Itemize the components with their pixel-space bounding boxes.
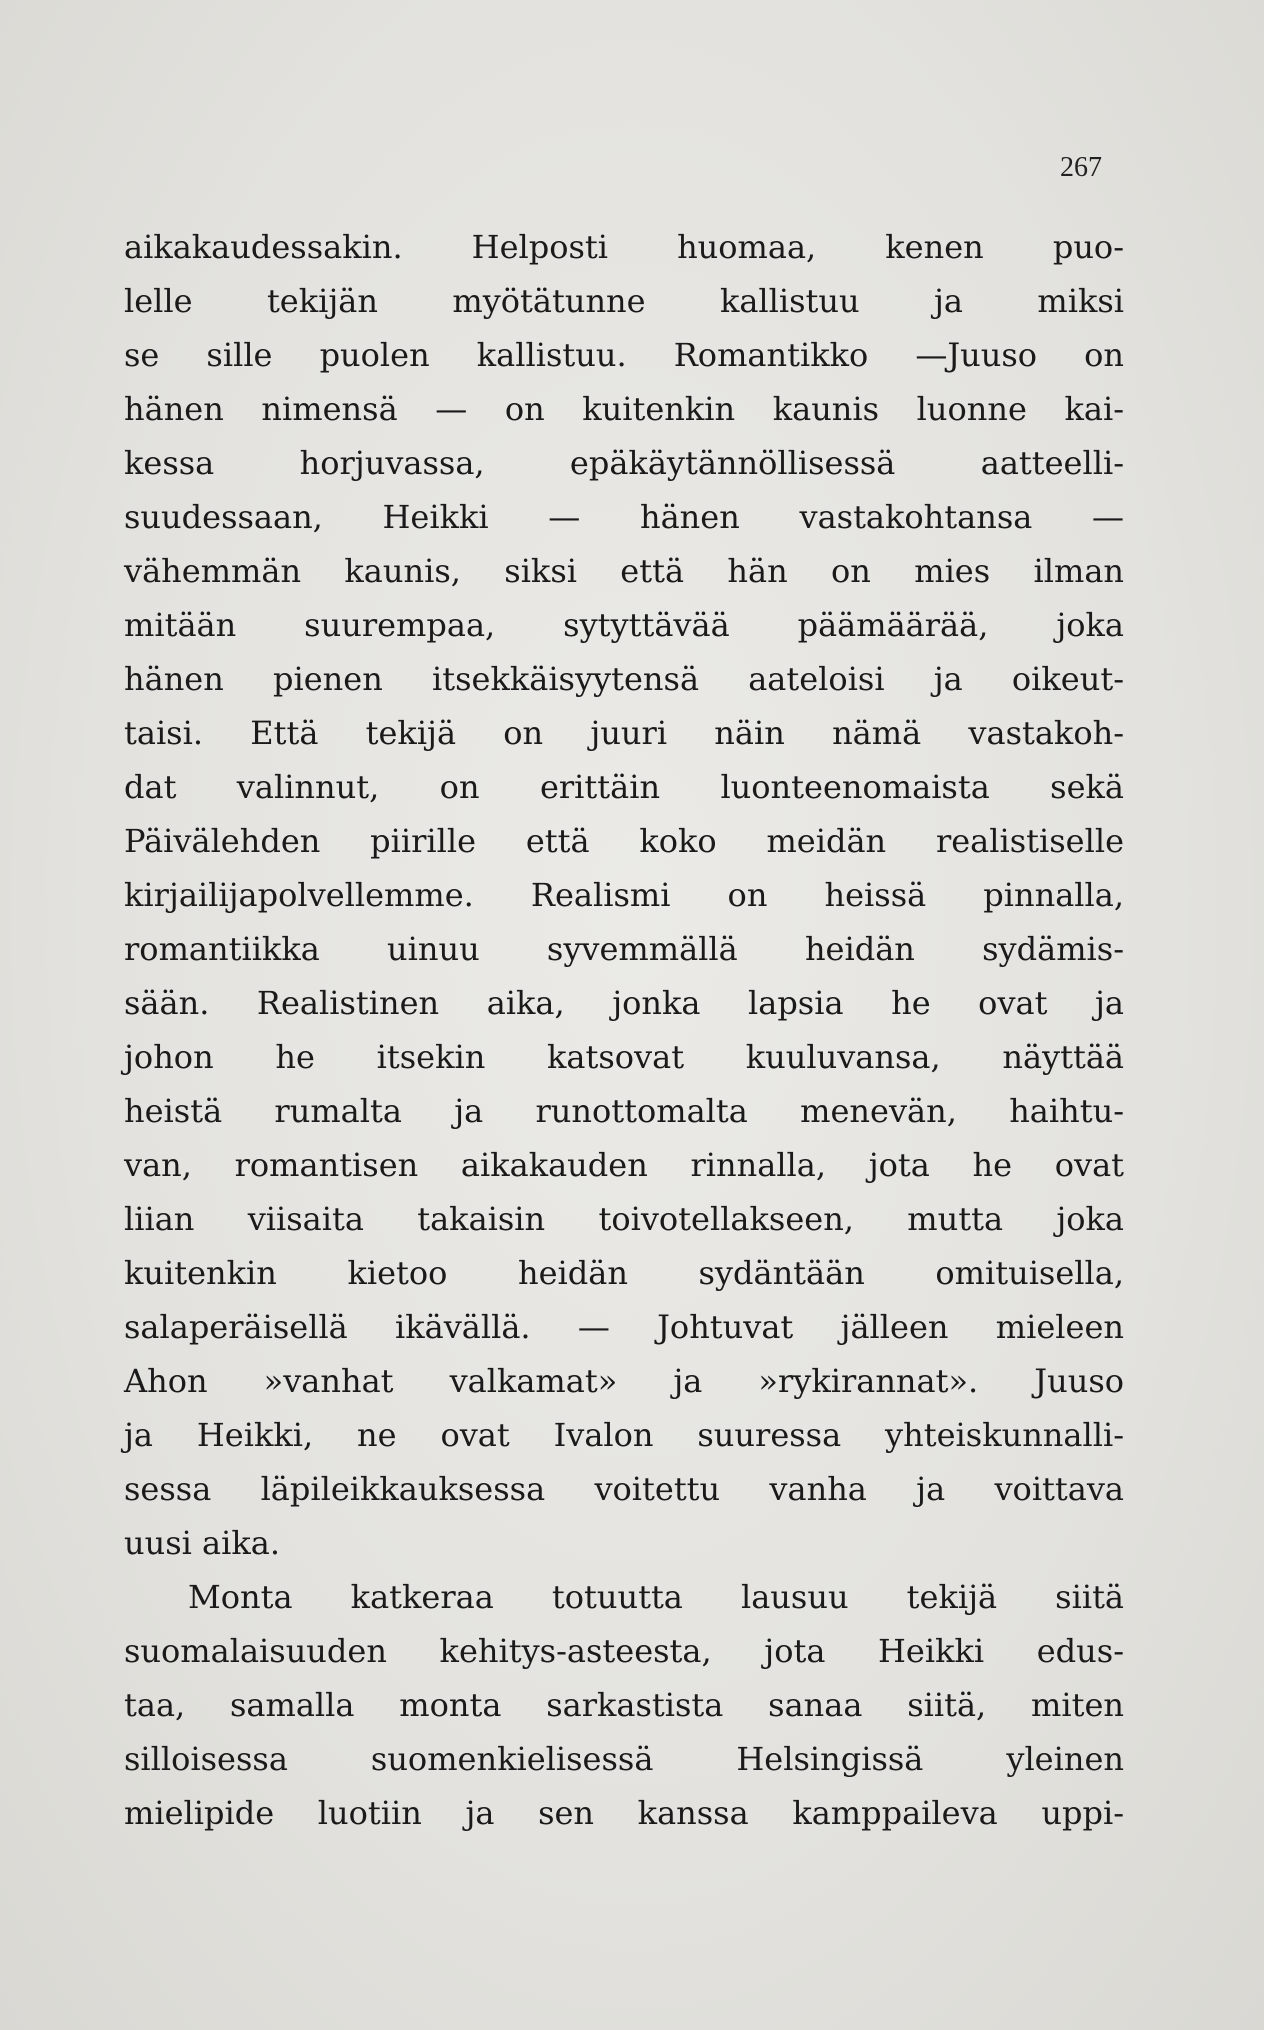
text-line: van, romantisen aikakauden rinnalla, jota he ovat <box>124 1146 1124 1184</box>
text-line: Ahon »vanhat valkamat» ja »rykirannat». Juuso <box>124 1362 1124 1400</box>
text-line: hänen pienen itsekkäisyytensä aateloisi ja oikeut- <box>124 660 1124 698</box>
text-line: se sille puolen kallistuu. Romantikko —Juuso on <box>124 336 1124 374</box>
text-line: sään. Realistinen aika, jonka lapsia he ovat ja <box>124 984 1124 1022</box>
text-line: mielipide luotiin ja sen kanssa kamppaileva uppi- <box>124 1794 1124 1832</box>
text-line: taa, samalla monta sarkastista sanaa siitä, miten <box>124 1686 1124 1724</box>
paragraph-1 <box>124 220 1124 1570</box>
text-line: dat valinnut, on erittäin luonteenomaista sekä <box>124 768 1124 806</box>
text-line: lelle tekijän myötätunne kallistuu ja miksi <box>124 282 1124 320</box>
text-line: vähemmän kaunis, siksi että hän on mies ilman <box>124 552 1124 590</box>
text-line: suomalaisuuden kehitys-asteesta, jota Heikki edus- <box>124 1632 1124 1670</box>
paragraph-2 <box>124 1570 1124 1840</box>
text-line: kuitenkin kietoo heidän sydäntään omituisella, <box>124 1254 1124 1292</box>
text-line: kessa horjuvassa, epäkäytännöllisessä aatteelli- <box>124 444 1124 482</box>
text-line: uusi aika. <box>124 1524 280 1562</box>
text-line: Monta katkeraa totuutta lausuu tekijä siitä <box>188 1578 1124 1616</box>
text-line: silloisessa suomenkielisessä Helsingissä yleinen <box>124 1740 1124 1778</box>
text-line: ja Heikki, ne ovat Ivalon suuressa yhteiskunnalli- <box>124 1416 1124 1454</box>
text-line: liian viisaita takaisin toivotellakseen, mutta joka <box>124 1200 1124 1238</box>
text-line: salaperäisellä ikävällä. — Johtuvat jälleen mieleen <box>124 1308 1124 1346</box>
text-line: sessa läpileikkauksessa voitettu vanha ja voittava <box>124 1470 1124 1508</box>
text-line: taisi. Että tekijä on juuri näin nämä vastakoh- <box>124 714 1124 752</box>
text-line: Päivälehden piirille että koko meidän realistiselle <box>124 822 1124 860</box>
text-line: romantiikka uinuu syvemmällä heidän sydämis- <box>124 930 1124 968</box>
text-line: aikakaudessakin. Helposti huomaa, kenen puo- <box>124 228 1124 266</box>
page-number: 267 <box>1060 152 1102 183</box>
text-line: mitään suurempaa, sytyttävää päämäärää, joka <box>124 606 1124 644</box>
text-line: suudessaan, Heikki — hänen vastakohtansa — <box>124 498 1124 536</box>
text-line: hänen nimensä — on kuitenkin kaunis luonne kai- <box>124 390 1124 428</box>
text-line: heistä rumalta ja runottomalta menevän, haihtu- <box>124 1092 1124 1130</box>
body-text <box>124 220 1124 1840</box>
text-line: johon he itsekin katsovat kuuluvansa, näyttää <box>124 1038 1124 1076</box>
text-line: kirjailijapolvellemme. Realismi on heissä pinnalla, <box>124 876 1124 914</box>
